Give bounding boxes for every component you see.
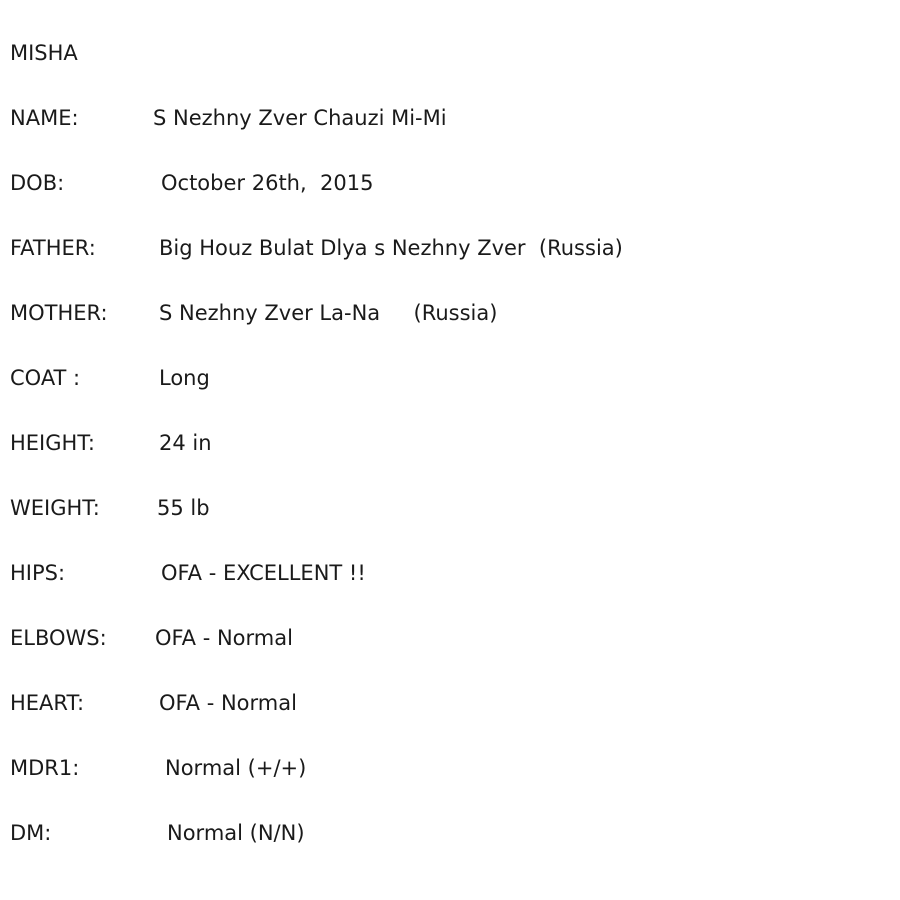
field-value-elbows: OFA - Normal: [155, 626, 293, 650]
field-value-mother: S Nezhny Zver La-Na (Russia): [159, 301, 498, 325]
field-value-hips: OFA - EXCELLENT !!: [161, 561, 366, 585]
field-label-coat: COAT :: [10, 366, 81, 390]
field-row-mother: [0, 298, 900, 328]
field-label-father: FATHER:: [10, 236, 96, 260]
field-label-weight: WEIGHT:: [10, 496, 100, 520]
field-row-name: [0, 103, 900, 133]
field-row-father: [0, 233, 900, 263]
field-value-heart: OFA - Normal: [159, 691, 297, 715]
field-row-coat: [0, 363, 900, 393]
field-row-dm: [0, 818, 900, 848]
field-value-height: 24 in: [159, 431, 212, 455]
field-value-mdr1: Normal (+/+): [165, 756, 307, 780]
field-value-dm: Normal (N/N): [167, 821, 305, 845]
field-label-heart: HEART:: [10, 691, 85, 715]
field-label-mdr1: MDR1:: [10, 756, 80, 780]
field-label-mother: MOTHER:: [10, 301, 108, 325]
field-label-hips: HIPS:: [10, 561, 66, 585]
field-value-weight: 55 lb: [157, 496, 210, 520]
field-label-dm: DM:: [10, 821, 52, 845]
field-label-name: NAME:: [10, 106, 79, 130]
field-row-heart: [0, 688, 900, 718]
field-row-hips: [0, 558, 900, 588]
field-label-dob: DOB:: [10, 171, 65, 195]
field-value-father: Big Houz Bulat Dlya s Nezhny Zver (Russia): [159, 236, 623, 260]
field-row-weight: [0, 493, 900, 523]
field-value-dob: October 26th, 2015: [161, 171, 374, 195]
field-row-dob: [0, 168, 900, 198]
field-label-elbows: ELBOWS:: [10, 626, 107, 650]
field-row-mdr1: [0, 753, 900, 783]
field-value-name: S Nezhny Zver Chauzi Mi-Mi: [153, 106, 447, 130]
field-label-height: HEIGHT:: [10, 431, 95, 455]
field-row-height: [0, 428, 900, 458]
field-row-elbows: [0, 623, 900, 653]
document-title: MISHA: [10, 41, 78, 65]
field-value-coat: Long: [159, 366, 210, 390]
